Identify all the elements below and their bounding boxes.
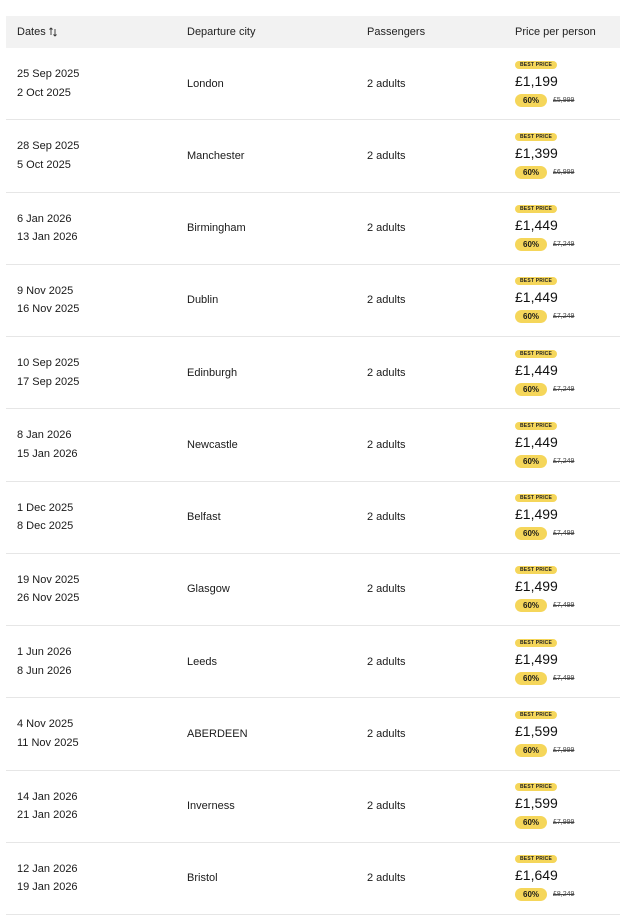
start-date: 10 Sep 2025 [17,357,80,370]
departures-table [6,16,620,915]
passengers-count: 2 adults [367,800,406,813]
passengers-count: 2 adults [367,294,406,307]
price-per-person: £1,499 [515,650,558,667]
price-cell [504,350,620,396]
discount-badge: 60% [515,383,547,396]
departure-city: Dublin [187,294,219,307]
start-date: 6 Jan 2026 [17,212,72,225]
start-date: 28 Sep 2025 [17,140,80,153]
table-header [6,16,620,48]
price-per-person: £1,599 [515,722,558,739]
passengers-count: 2 adults [367,511,406,524]
discount-line [515,166,574,179]
discount-line [515,599,574,612]
passengers-count: 2 adults [367,366,406,379]
original-price: £8,249 [553,891,575,899]
dates-cell [6,643,176,680]
table-row[interactable] [6,843,620,915]
start-date: 14 Jan 2026 [17,790,78,803]
departure-city: Glasgow [187,583,230,596]
start-date: 1 Dec 2025 [17,501,74,514]
end-date: 17 Sep 2025 [17,375,80,388]
table-row[interactable] [6,626,620,698]
dates-cell [6,715,176,752]
end-date: 16 Nov 2025 [17,303,80,316]
start-date: 8 Jan 2026 [17,429,72,442]
start-date: 1 Jun 2026 [17,646,72,659]
original-price: £7,249 [553,457,575,465]
price-per-person: £1,449 [515,361,558,378]
discount-badge: 60% [515,310,547,323]
price-per-person: £1,449 [515,433,558,450]
price-cell [504,855,620,901]
price-cell [504,566,620,612]
end-date: 8 Dec 2025 [17,520,74,533]
departure-city: Newcastle [187,438,238,451]
departure-city: Bristol [187,872,218,885]
departure-city: Manchester [187,149,245,162]
table-row[interactable] [6,771,620,843]
dates-sort-header[interactable] [6,26,176,38]
price-cell [504,494,620,540]
price-per-person: £1,649 [515,867,558,884]
end-date: 15 Jan 2026 [17,447,78,460]
end-date: 26 Nov 2025 [17,592,80,605]
table-row[interactable] [6,482,620,554]
discount-badge: 60% [515,94,547,107]
departure-city-header: Departure city [187,26,256,38]
departure-city: Inverness [187,800,235,813]
dates-cell [6,860,176,897]
price-cell [504,783,620,829]
departure-city: Edinburgh [187,366,238,379]
table-row[interactable] [6,48,620,120]
price-per-person: £1,449 [515,217,558,234]
passengers-count: 2 adults [367,872,406,885]
original-price: £5,999 [553,96,575,104]
price-per-person: £1,449 [515,289,558,306]
price-per-person: £1,399 [515,144,558,161]
discount-badge: 60% [515,744,547,757]
start-date: 9 Nov 2025 [17,284,74,297]
best-price-badge: BEST PRICE [515,639,557,647]
discount-line [515,888,574,901]
passengers-count: 2 adults [367,727,406,740]
price-per-person: £1,499 [515,578,558,595]
departure-city: London [187,77,224,90]
table-row[interactable] [6,337,620,409]
passengers-count: 2 adults [367,655,406,668]
discount-badge: 60% [515,816,547,829]
table-row[interactable] [6,698,620,770]
departure-city: Belfast [187,511,221,524]
end-date: 2 Oct 2025 [17,86,71,99]
price-cell [504,639,620,685]
table-row[interactable] [6,554,620,626]
table-row[interactable] [6,193,620,265]
best-price-badge: BEST PRICE [515,277,557,285]
passengers-count: 2 adults [367,583,406,596]
best-price-badge: BEST PRICE [515,61,557,69]
discount-line [515,816,574,829]
best-price-badge: BEST PRICE [515,133,557,141]
passengers-count: 2 adults [367,77,406,90]
discount-line [515,455,574,468]
discount-badge: 60% [515,455,547,468]
passengers-header: Passengers [367,26,426,38]
passengers-count: 2 adults [367,222,406,235]
end-date: 13 Jan 2026 [17,231,78,244]
price-per-person-header: Price per person [515,26,596,38]
best-price-badge: BEST PRICE [515,205,557,213]
discount-badge: 60% [515,672,547,685]
discount-line [515,527,574,540]
price-per-person: £1,499 [515,506,558,523]
discount-badge: 60% [515,888,547,901]
dates-cell [6,210,176,247]
best-price-badge: BEST PRICE [515,855,557,863]
price-cell [504,133,620,179]
price-per-person: £1,199 [515,72,558,89]
original-price: £7,499 [553,530,575,538]
discount-line [515,310,574,323]
price-cell [504,61,620,107]
dates-cell [6,282,176,319]
original-price: £7,249 [553,385,575,393]
start-date: 25 Sep 2025 [17,68,80,81]
table-row[interactable] [6,120,620,192]
dates-cell [6,571,176,608]
discount-line [515,744,574,757]
original-price: £6,999 [553,168,575,176]
best-price-badge: BEST PRICE [515,350,557,358]
discount-line [515,383,574,396]
end-date: 8 Jun 2026 [17,664,72,677]
original-price: £7,499 [553,674,575,682]
departure-city: Birmingham [187,222,246,235]
original-price: £7,249 [553,313,575,321]
end-date: 21 Jan 2026 [17,809,78,822]
dates-cell [6,499,176,536]
end-date: 19 Jan 2026 [17,881,78,894]
departure-city: Leeds [187,655,217,668]
table-row[interactable] [6,409,620,481]
end-date: 11 Nov 2025 [17,736,79,749]
discount-line [515,94,574,107]
discount-line [515,672,574,685]
departure-city: ABERDEEN [187,727,248,740]
price-cell [504,205,620,251]
best-price-badge: BEST PRICE [515,783,557,791]
discount-line [515,238,574,251]
original-price: £7,499 [553,602,575,610]
table-body [6,48,620,915]
dates-cell [6,426,176,463]
price-cell [504,711,620,757]
original-price: £7,999 [553,819,575,827]
best-price-badge: BEST PRICE [515,422,557,430]
price-cell [504,422,620,468]
passengers-count: 2 adults [367,438,406,451]
price-cell [504,277,620,323]
best-price-badge: BEST PRICE [515,494,557,502]
price-per-person: £1,599 [515,795,558,812]
original-price: £7,999 [553,746,575,754]
start-date: 12 Jan 2026 [17,862,78,875]
best-price-badge: BEST PRICE [515,566,557,574]
discount-badge: 60% [515,599,547,612]
start-date: 19 Nov 2025 [17,573,80,586]
dates-header-label: Dates [17,26,46,38]
dates-cell [6,137,176,174]
dates-cell [6,354,176,391]
best-price-badge: BEST PRICE [515,711,557,719]
table-row[interactable] [6,265,620,337]
start-date: 4 Nov 2025 [17,718,74,731]
passengers-count: 2 adults [367,149,406,162]
sort-arrows-icon[interactable] [49,27,57,37]
discount-badge: 60% [515,166,547,179]
discount-badge: 60% [515,238,547,251]
dates-cell [6,788,176,825]
original-price: £7,249 [553,241,575,249]
discount-badge: 60% [515,527,547,540]
dates-cell [6,65,176,102]
end-date: 5 Oct 2025 [17,158,71,171]
